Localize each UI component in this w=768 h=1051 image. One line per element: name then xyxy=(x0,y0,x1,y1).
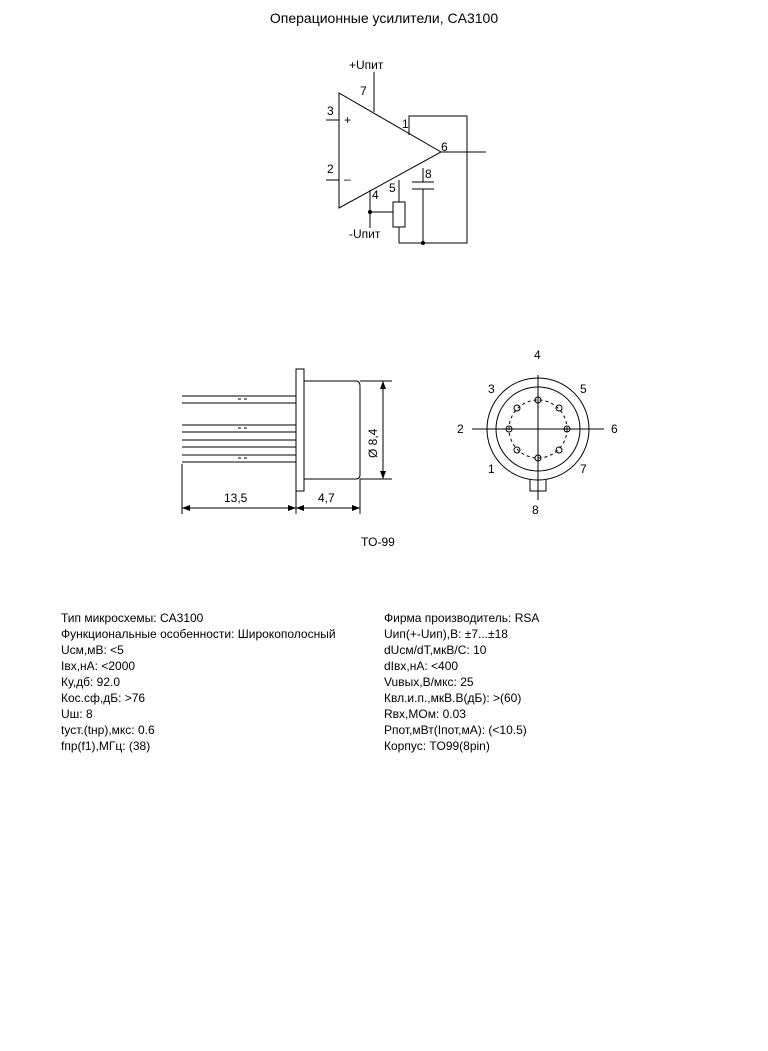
vplus-label: +Uпит xyxy=(349,58,384,72)
top-pin2-label: 2 xyxy=(457,422,464,436)
pin8-label: 8 xyxy=(425,167,432,181)
param-left-5: Кос.сф,дБ: >76 xyxy=(61,691,146,705)
param-right-3: dIвх,нА: <400 xyxy=(384,659,459,673)
param-right-1: Uип(+-Uип),В: ±7...±18 xyxy=(384,627,508,641)
param-left-4: Ку,дб: 92.0 xyxy=(61,675,121,689)
param-left-2: Uсм,мВ: <5 xyxy=(61,643,124,657)
param-left-0: Тип микросхемы: CA3100 xyxy=(61,611,204,625)
pin4-label: 4 xyxy=(372,188,379,202)
top-pin3-label: 3 xyxy=(488,382,495,396)
pin2-label: 2 xyxy=(327,162,334,176)
param-right-4: Vuвых,В/мкс: 25 xyxy=(384,675,474,689)
pin7-label: 7 xyxy=(360,84,367,98)
param-right-0: Фирма производитель: RSA xyxy=(384,611,540,625)
top-pin1-label: 1 xyxy=(488,462,495,476)
pin6-label: 6 xyxy=(441,140,448,154)
param-right-5: Квл.и.п.,мкВ.В(дБ): >(60) xyxy=(384,691,522,705)
param-right-6: Rвх,МОм: 0.03 xyxy=(384,707,466,721)
potentiometer xyxy=(393,202,405,227)
pin3-label: 3 xyxy=(327,104,334,118)
package-side-view xyxy=(182,369,360,491)
param-left-1: Функциональные особенности: Широкополосный xyxy=(61,627,336,641)
minus-sign: – xyxy=(344,172,351,186)
pin5-label: 5 xyxy=(389,181,396,195)
param-left-8: fпр(f1),МГц: (38) xyxy=(61,739,151,753)
page-title: Операционные усилители, CA3100 xyxy=(269,10,499,26)
pin1-loop xyxy=(399,116,467,243)
top-pin5-label: 5 xyxy=(580,382,587,396)
top-pin7-label: 7 xyxy=(580,462,587,476)
body-length-label: 4,7 xyxy=(318,491,335,505)
pin1-label: 1 xyxy=(402,117,409,131)
lead-length-label: 13,5 xyxy=(224,491,248,505)
top-pin4-label: 4 xyxy=(534,348,541,362)
param-left-6: Uш: 8 xyxy=(61,707,93,721)
param-right-8: Корпус: TO99(8pin) xyxy=(384,739,490,753)
param-left-7: tуст.(tнр),мкс: 0.6 xyxy=(61,723,155,737)
diameter-label: Ø 8,4 xyxy=(366,428,380,458)
vminus-label: -Uпит xyxy=(349,227,381,241)
plus-sign: + xyxy=(344,113,352,127)
top-pin8-label: 8 xyxy=(532,503,539,517)
param-right-2: dUсм/dT,мкВ/С: 10 xyxy=(384,643,487,657)
param-left-3: Iвх,нА: <2000 xyxy=(61,659,136,673)
top-pin6-label: 6 xyxy=(611,422,618,436)
param-right-7: Pпот,мВт(Iпот,мА): (<10.5) xyxy=(384,723,527,737)
package-name: TO-99 xyxy=(361,535,395,549)
